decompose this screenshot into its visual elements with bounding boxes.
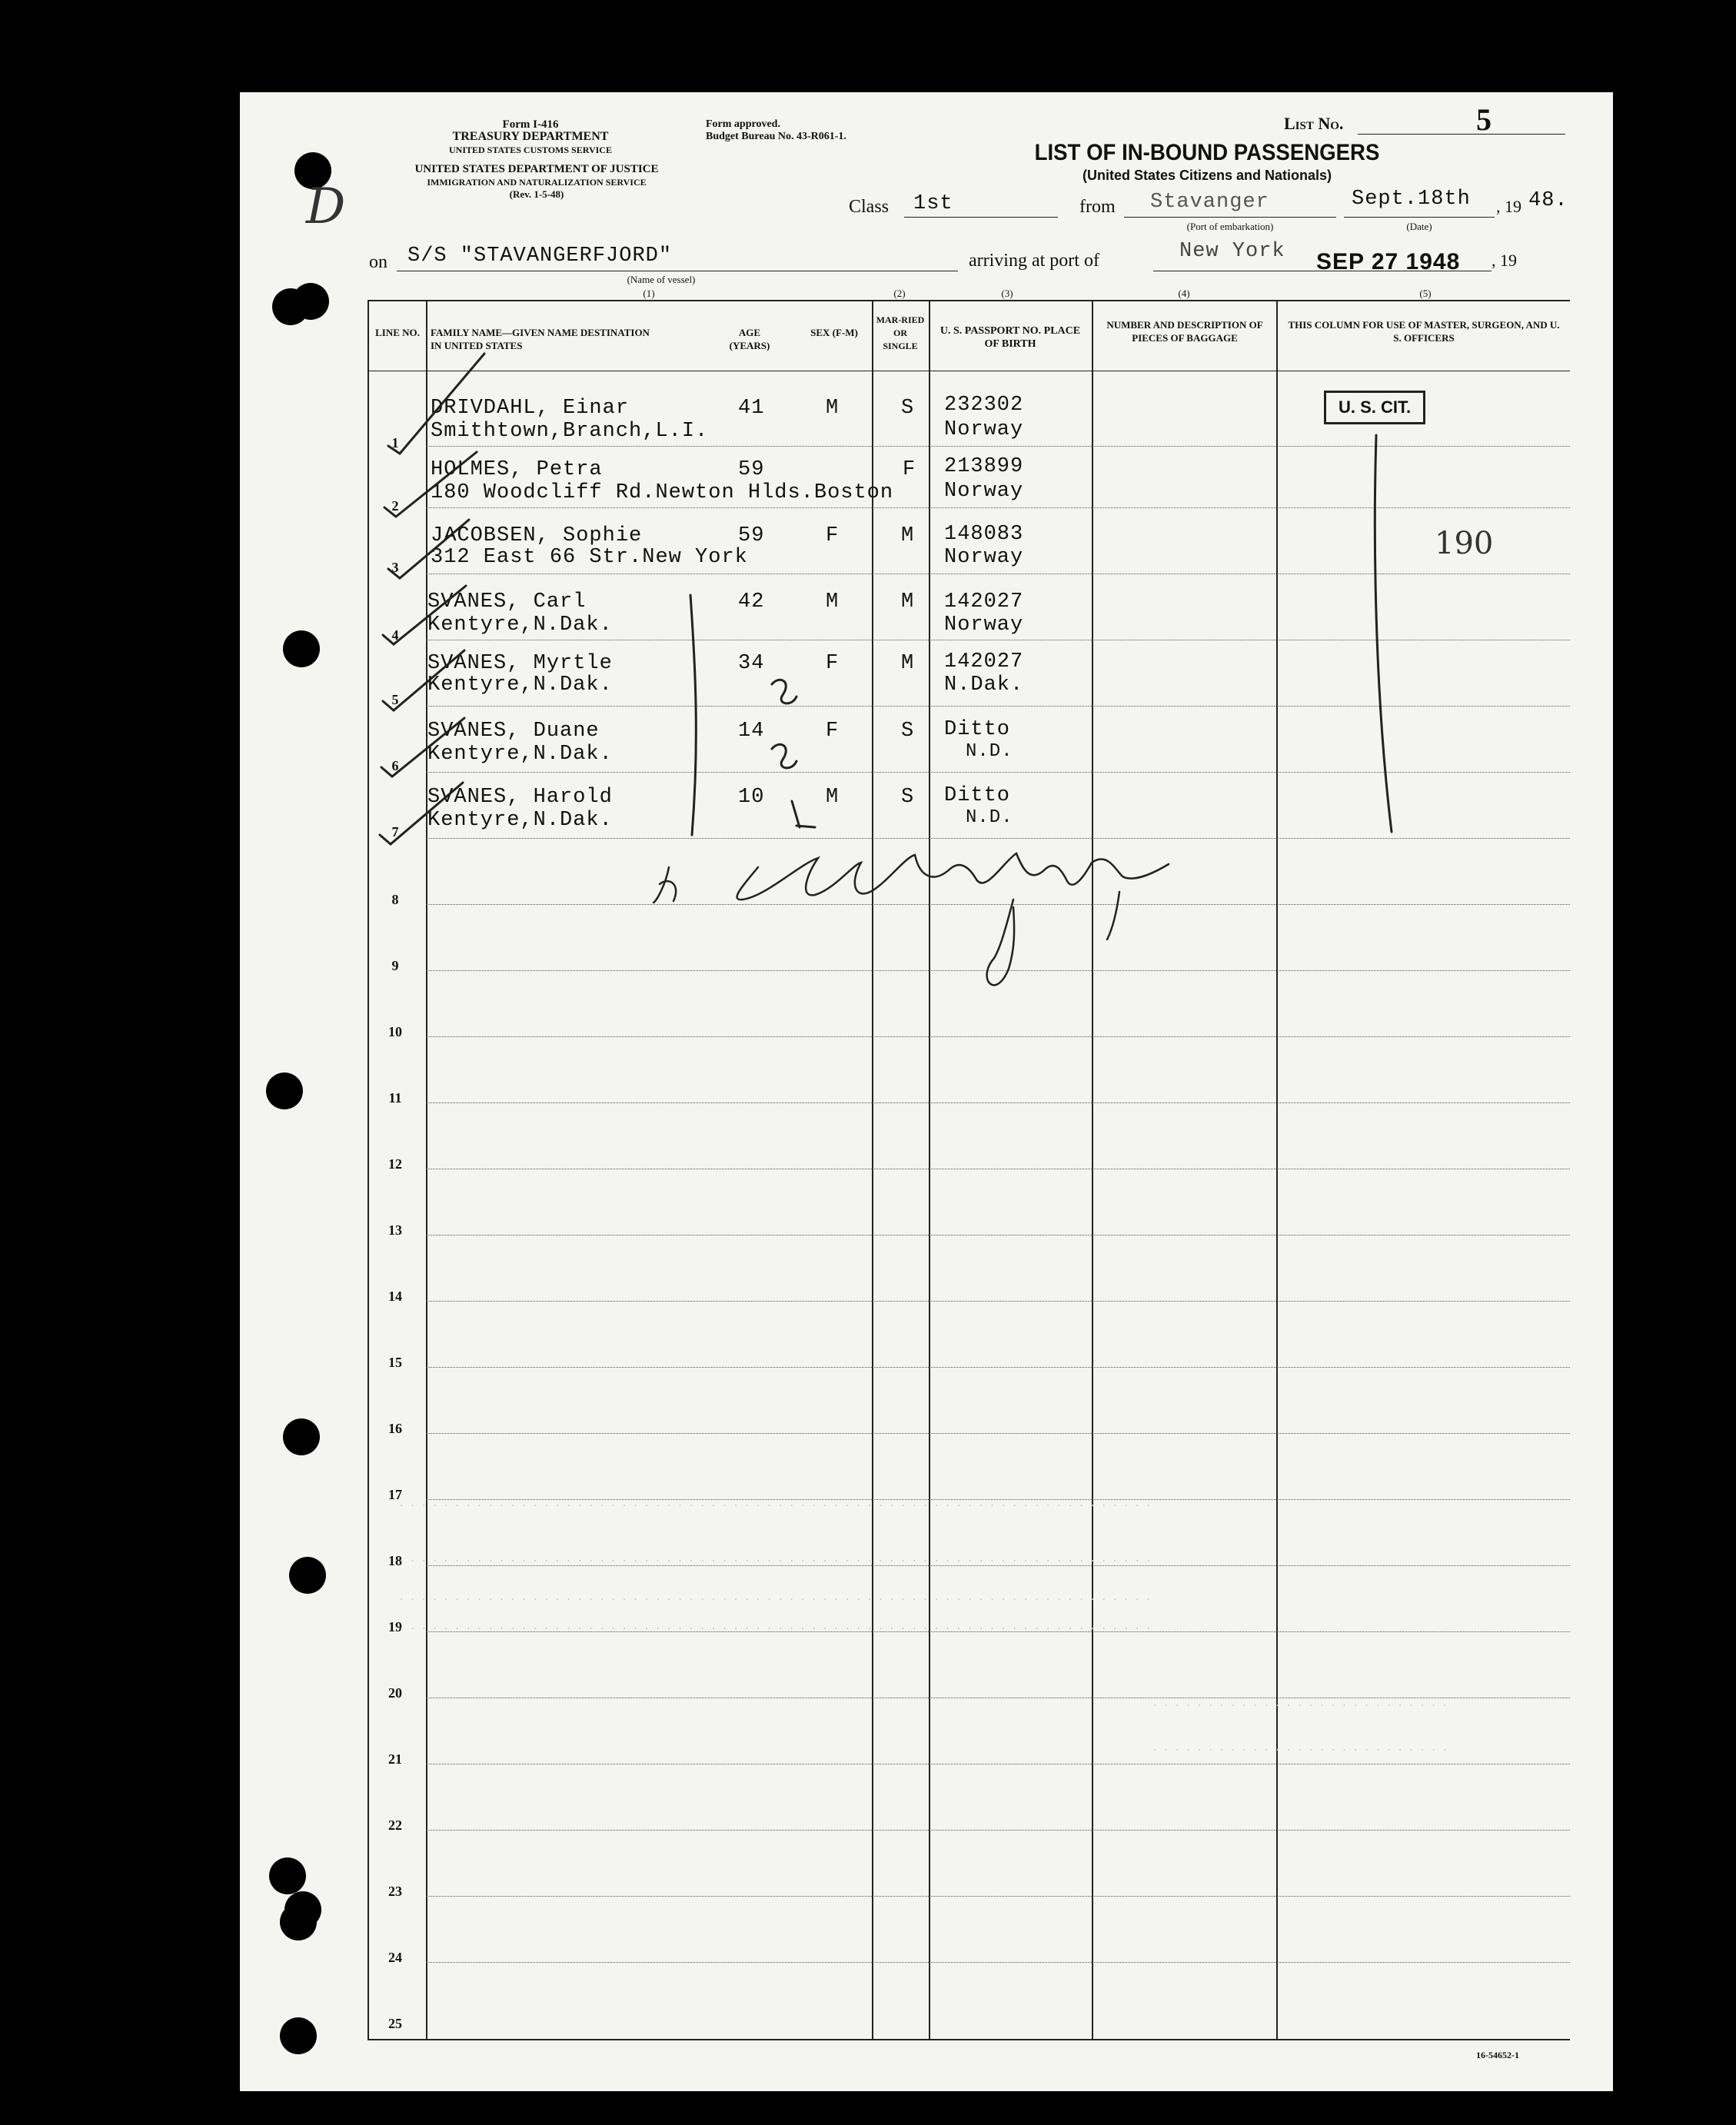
list-no-label: List No.	[1284, 114, 1344, 133]
line-number: 6	[391, 758, 399, 773]
passport-number: 213899	[944, 455, 1024, 478]
from-underline	[1124, 217, 1336, 218]
col-divider-officers	[1276, 301, 1278, 2040]
passenger-sex: F	[903, 458, 916, 481]
line-number: 14	[388, 1289, 402, 1304]
form-approved: Form approved.	[706, 118, 780, 130]
line-number: 7	[391, 824, 399, 840]
row-divider	[426, 1896, 1570, 1897]
passenger-destination: Kentyre,N.Dak.	[427, 809, 613, 832]
passport-number: 142027	[944, 590, 1024, 614]
row-divider	[426, 838, 1570, 839]
row-divider	[426, 1036, 1570, 1037]
line-number: 12	[388, 1156, 402, 1172]
list-title: LIST OF IN-BOUND PASSENGERS	[1034, 140, 1380, 165]
arriving-label: arriving at port of	[969, 251, 1099, 271]
passenger-sex: F	[826, 720, 840, 743]
embark-caption: (Port of embarkation)	[1186, 221, 1274, 232]
row-divider	[426, 1565, 1570, 1566]
col-num-5: (5)	[1419, 288, 1432, 299]
row-divider	[426, 1962, 1570, 1963]
place-of-birth: Norway	[944, 418, 1024, 441]
line-number: 1	[391, 435, 399, 451]
list-no: 5	[1476, 102, 1492, 137]
line-number: 5	[391, 692, 399, 707]
passenger-sex: F	[826, 524, 840, 547]
place-of-birth: Norway	[944, 480, 1024, 503]
date-underline	[1344, 217, 1495, 218]
vessel-caption: (Name of vessel)	[627, 274, 696, 285]
row-divider	[426, 1301, 1570, 1302]
passport-number: Ditto	[944, 784, 1011, 807]
marital-status: M	[901, 652, 915, 675]
marital-status: S	[901, 786, 915, 809]
passenger-name: JACOBSEN, Sophie	[431, 524, 643, 547]
punch-hole	[280, 2017, 317, 2054]
year-prefix: , 19	[1496, 197, 1521, 216]
line-number: 4	[391, 627, 399, 643]
passenger-destination: Smithtown,Branch,L.I.	[431, 420, 709, 443]
col-header-officers: THIS COLUMN FOR USE OF MASTER, SURGEON, AND U. S. OFFICERS	[1288, 319, 1560, 344]
col-header-age: AGE (YEARS)	[729, 327, 770, 351]
line-number: 3	[391, 560, 399, 575]
form-number: Form I-416	[502, 118, 559, 131]
passenger-destination: Kentyre,N.Dak.	[427, 743, 613, 766]
line-number: 20	[388, 1685, 402, 1701]
col-num-4: (4)	[1178, 288, 1190, 299]
justice-dept: UNITED STATES DEPARTMENT OF JUSTICE	[414, 163, 659, 175]
table-top-line	[367, 300, 1570, 301]
treasury-dept: TREASURY DEPARTMENT	[452, 130, 609, 143]
table-bottom-line	[367, 2039, 1570, 2040]
line-number: 23	[388, 1884, 402, 1899]
officer-count: 190	[1435, 526, 1494, 561]
passport-number: 148083	[944, 523, 1024, 546]
line-number: 9	[391, 958, 399, 973]
col-header-name: FAMILY NAME—GIVEN NAME DESTINATION IN UNITED STATES	[431, 327, 650, 351]
punch-hole	[292, 283, 329, 320]
class-value: 1st	[913, 192, 953, 215]
year-label-2: , 19	[1492, 251, 1517, 270]
customs-service: UNITED STATES CUSTOMS SERVICE	[449, 145, 612, 155]
line-number: 13	[388, 1222, 402, 1238]
col-header-baggage: NUMBER AND DESCRIPTION OF PIECES OF BAGGAGE	[1106, 319, 1263, 344]
row-divider	[426, 904, 1570, 905]
passenger-sex: M	[826, 786, 840, 809]
row-divider	[426, 772, 1570, 773]
form-code: 16-54652-1	[1476, 2050, 1519, 2060]
line-number: 22	[388, 1817, 402, 1833]
revision: (Rev. 1-5-48)	[509, 188, 564, 200]
passenger-age: 14	[738, 720, 765, 743]
ins-service: IMMIGRATION AND NATURALIZATION SERVICE	[427, 177, 647, 188]
place-of-birth: N.D.	[966, 807, 1013, 828]
row-divider	[426, 1102, 1570, 1103]
passenger-name: SVANES, Carl	[427, 590, 587, 614]
line-number: 11	[388, 1090, 402, 1106]
col-header-line: LINE NO.	[375, 327, 420, 338]
passenger-name: SVANES, Duane	[427, 720, 600, 743]
row-divider	[426, 446, 1570, 447]
punch-hole	[266, 1072, 303, 1109]
row-divider	[426, 1367, 1570, 1368]
place-of-birth: Norway	[944, 614, 1024, 637]
row-divider	[426, 1433, 1570, 1434]
budget-bureau: Budget Bureau No. 43-R061-1.	[706, 131, 846, 142]
line-number: 10	[388, 1024, 402, 1039]
col-header-married: MAR-RIED OR SINGLE	[876, 314, 925, 351]
passenger-name: DRIVDAHL, Einar	[431, 397, 630, 420]
from-value: Stavanger	[1150, 191, 1269, 214]
passenger-age: 59	[738, 524, 765, 547]
passenger-sex: F	[826, 652, 840, 675]
col-num-1: (1)	[643, 288, 655, 299]
passenger-destination: 180 Woodcliff Rd.Newton Hlds.Boston	[431, 481, 894, 504]
passport-number: 142027	[944, 650, 1024, 673]
passenger-name: HOLMES, Petra	[431, 458, 603, 481]
place-of-birth: N.D.	[966, 741, 1013, 762]
passenger-destination: Kentyre,N.Dak.	[427, 614, 613, 637]
passenger-sex: M	[826, 397, 840, 420]
passenger-age: 34	[738, 652, 765, 675]
passenger-destination: Kentyre,N.Dak.	[427, 673, 613, 697]
date-value: Sept.18th	[1352, 188, 1471, 211]
table-left-border	[367, 301, 369, 2040]
row-divider	[426, 706, 1570, 707]
passport-number: 232302	[944, 394, 1024, 417]
vessel-name: S/S "STAVANGERFJORD"	[407, 244, 673, 268]
arrival-port: New York	[1179, 240, 1285, 263]
passenger-age: 42	[738, 590, 765, 614]
punch-hole	[283, 1418, 320, 1455]
punch-hole	[280, 1904, 317, 1940]
marital-status: S	[901, 397, 915, 420]
us-citizen-stamp: U. S. CIT.	[1324, 391, 1425, 424]
line-number: 25	[388, 2016, 402, 2031]
row-divider	[426, 1830, 1570, 1831]
line-number: 15	[388, 1355, 402, 1370]
place-of-birth: N.Dak.	[944, 673, 1024, 697]
line-number: 21	[388, 1751, 402, 1767]
line-number: 8	[391, 892, 399, 907]
on-label: on	[369, 252, 387, 272]
line-number: 18	[388, 1553, 402, 1568]
col-num-2: (2)	[893, 288, 906, 299]
arrival-date-stamp: SEP 27 1948	[1316, 249, 1461, 274]
passenger-age: 41	[738, 397, 765, 420]
punch-hole	[289, 1557, 326, 1594]
line-number: 19	[388, 1619, 402, 1634]
place-of-birth: Norway	[944, 546, 1024, 569]
list-subtitle: (United States Citizens and Nationals)	[1082, 168, 1332, 183]
passenger-age: 59	[738, 458, 765, 481]
col-divider-married	[872, 301, 873, 2040]
marital-status: M	[901, 590, 915, 614]
passenger-age: 10	[738, 786, 765, 809]
line-number: 24	[388, 1950, 402, 1965]
line-number: 17	[388, 1487, 402, 1502]
margin-mark: D	[306, 178, 346, 235]
row-divider	[426, 507, 1570, 508]
passenger-name: SVANES, Myrtle	[427, 652, 613, 675]
passenger-sex: M	[826, 590, 840, 614]
line-number: 16	[388, 1421, 402, 1436]
year-suffix: 48.	[1528, 189, 1568, 212]
col-divider-name	[426, 301, 427, 2040]
line-number: 2	[391, 498, 399, 514]
col-header-passport: U. S. PASSPORT NO. PLACE OF BIRTH	[940, 325, 1081, 350]
col-divider-baggage	[1092, 301, 1093, 2040]
punch-hole	[283, 630, 320, 667]
date-caption: (Date)	[1406, 221, 1432, 232]
passenger-destination: 312 East 66 Str.New York	[431, 546, 748, 569]
row-divider	[426, 970, 1570, 971]
class-underline	[904, 217, 1058, 218]
from-label: from	[1079, 197, 1116, 217]
punch-hole	[269, 1857, 306, 1894]
col-num-3: (3)	[1001, 288, 1013, 299]
passport-number: Ditto	[944, 718, 1011, 741]
class-label: Class	[849, 197, 890, 217]
col-divider-passport	[929, 301, 930, 2040]
marital-status: M	[901, 524, 915, 547]
col-header-sex: SEX (F-M)	[810, 327, 858, 338]
passenger-name: SVANES, Harold	[427, 786, 613, 809]
marital-status: S	[901, 720, 915, 743]
list-no-underline	[1358, 134, 1565, 135]
